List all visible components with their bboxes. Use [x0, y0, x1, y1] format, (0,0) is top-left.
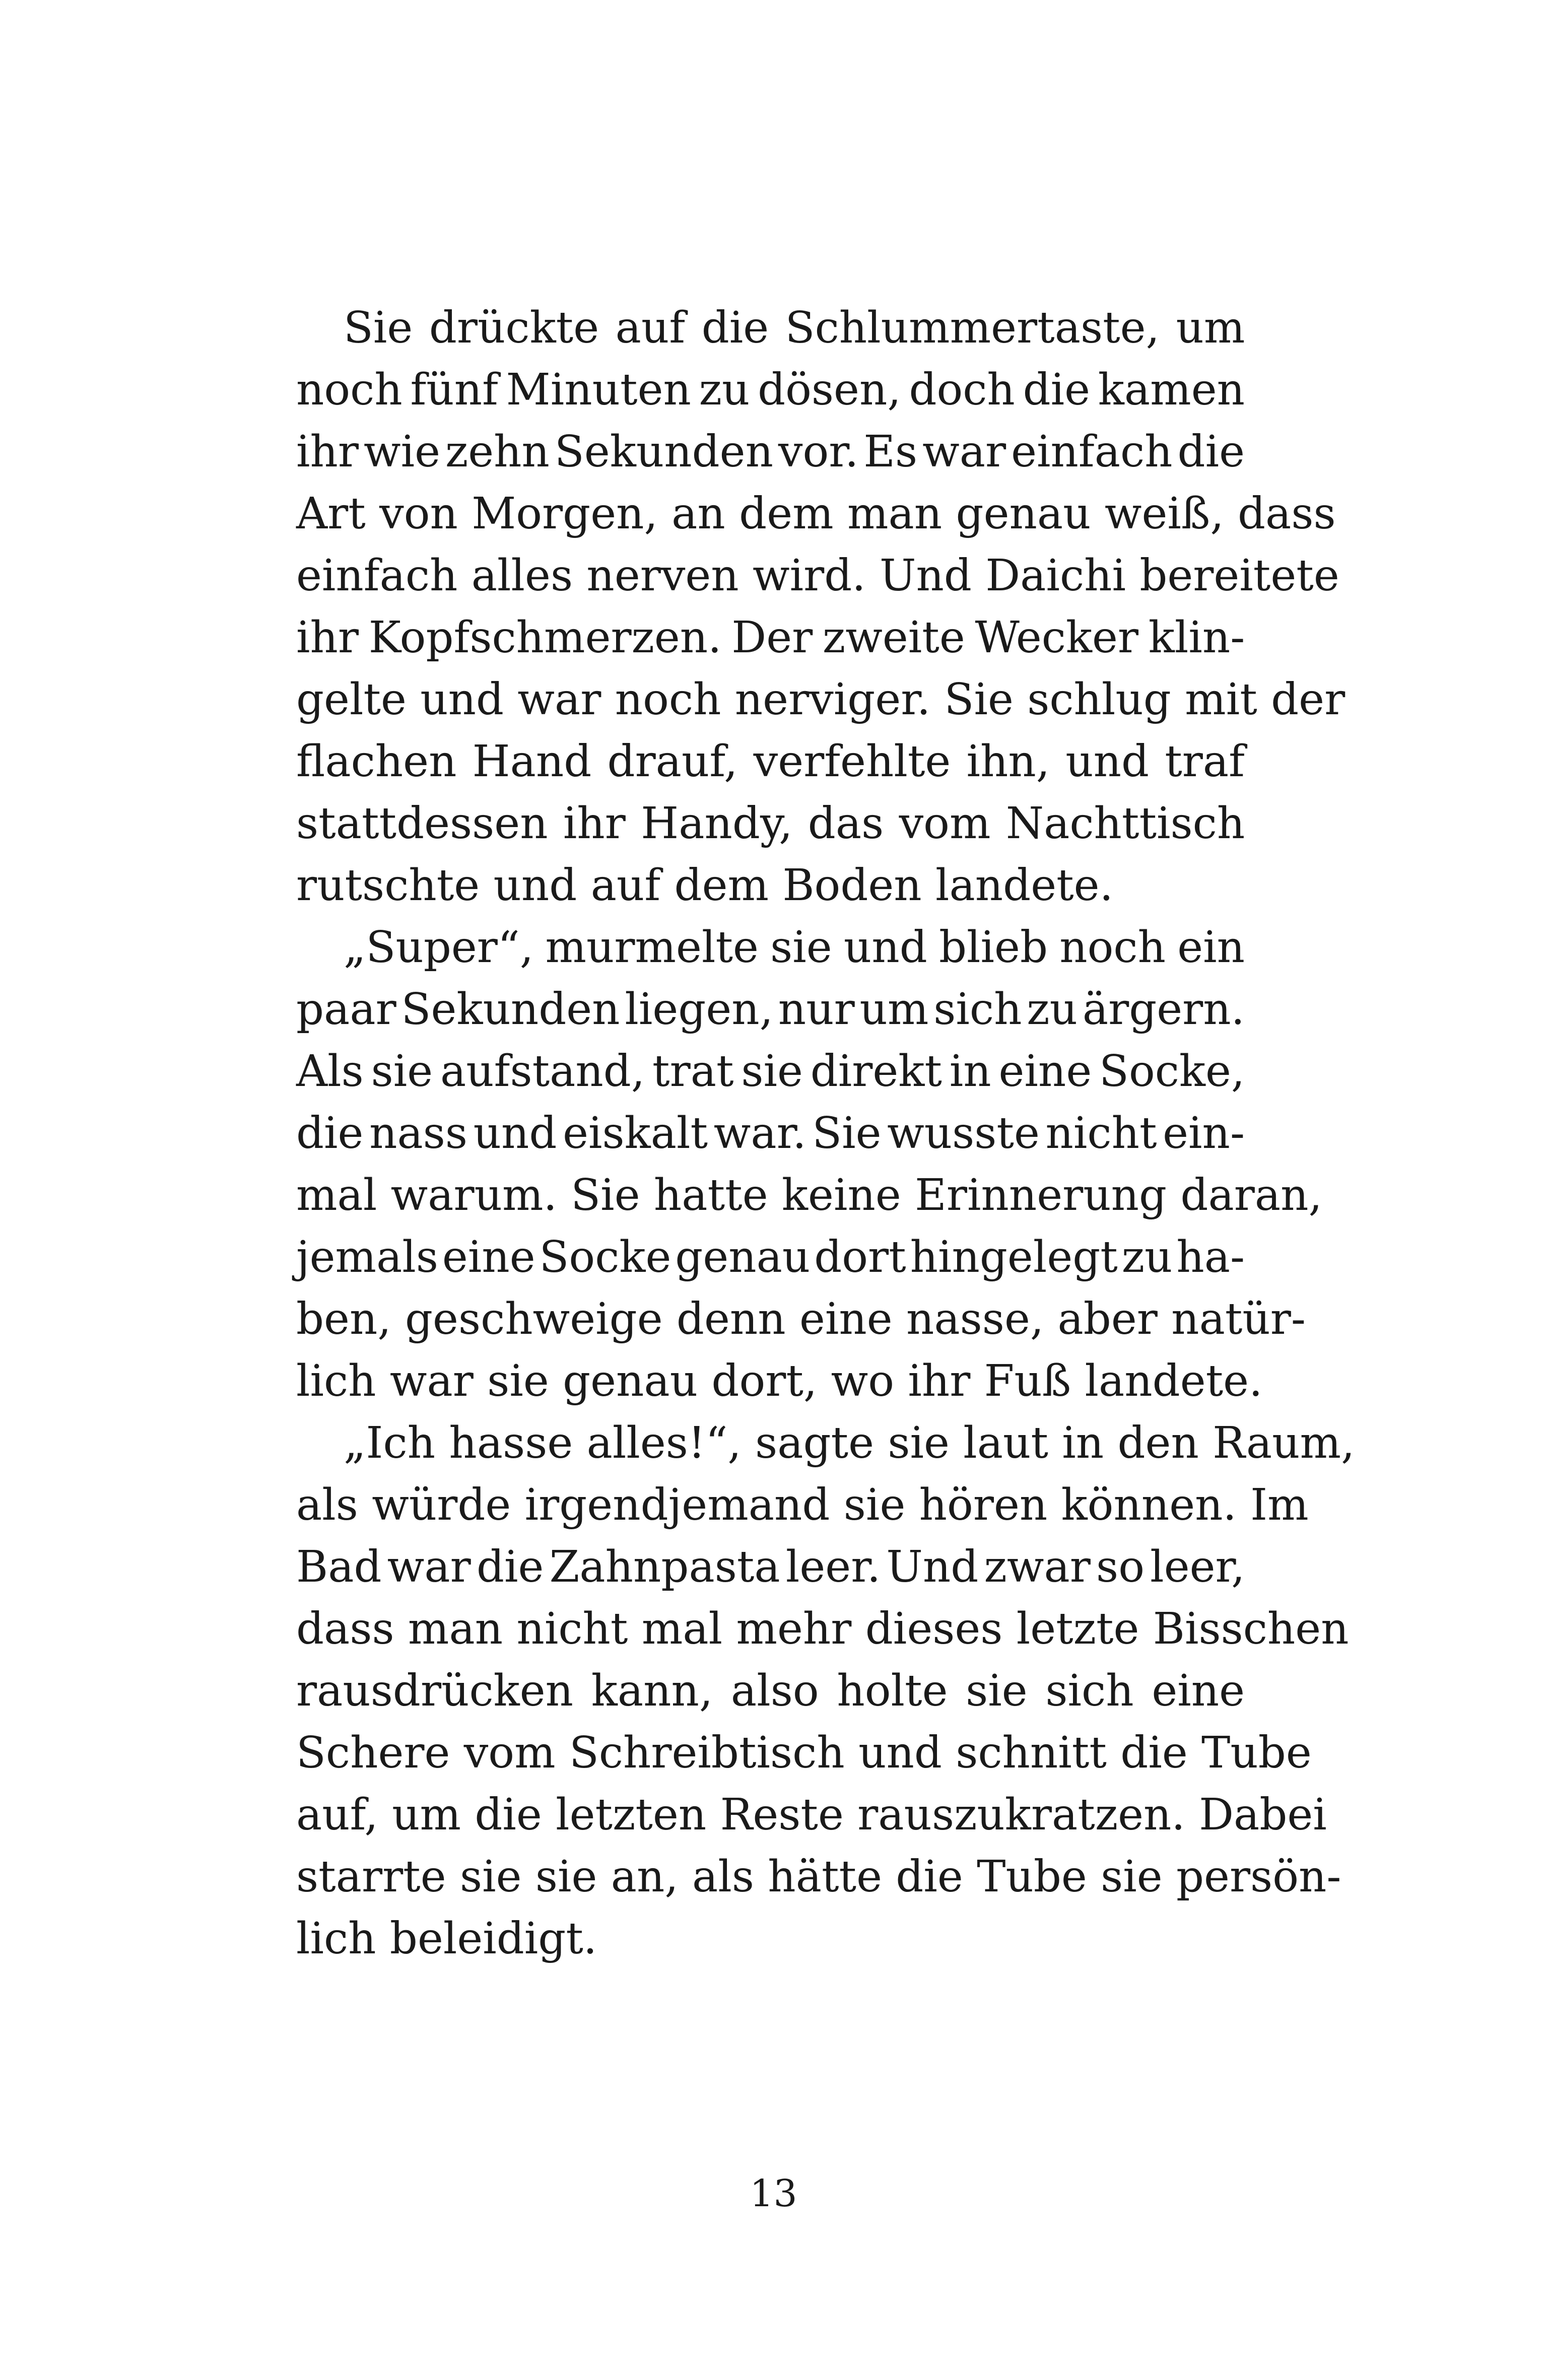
text-line: Schere vom Schreibtisch und schnitt die Tube — [296, 1728, 1312, 1778]
text-line: dass man nicht mal mehr dieses letzte Bisschen — [296, 1604, 1349, 1654]
text-line: lich war sie genau dort, wo ihr Fuß landete. — [296, 1356, 1263, 1406]
text-line: jemals eine Socke genau dort hingelegt zu ha- — [296, 1232, 1245, 1282]
text-line: lich beleidigt. — [296, 1914, 597, 1964]
text-line: ihr Kopfschmerzen. Der zweite Wecker klin- — [296, 613, 1245, 663]
text-line: einfach alles nerven wird. Und Daichi bereitete — [296, 551, 1339, 601]
text-line: auf, um die letzten Reste rauszukratzen. Dabei — [296, 1790, 1327, 1840]
text-line: Bad war die Zahnpasta leer. Und zwar so leer, — [296, 1542, 1245, 1592]
text-line: „Ich hasse alles!“, sagte sie laut in den Raum, — [344, 1418, 1355, 1468]
text-line: rausdrücken kann, also holte sie sich eine — [296, 1666, 1245, 1716]
text-line: noch fünf Minuten zu dösen, doch die kamen — [296, 365, 1245, 415]
text-line: rutschte und auf dem Boden landete. — [296, 860, 1113, 911]
text-line: Sie drückte auf die Schlummertaste, um — [344, 303, 1245, 353]
text-line: stattdessen ihr Handy, das vom Nachttisch — [296, 798, 1245, 849]
text-line: ihr wie zehn Sekunden vor. Es war einfach die — [296, 427, 1245, 477]
text-line: „Super“, murmelte sie und blieb noch ein — [344, 922, 1245, 973]
paragraph-3 — [296, 1412, 1355, 1970]
text-line: flachen Hand drauf, verfehlte ihn, und traf — [296, 736, 1245, 787]
text-line: ben, geschweige denn eine nasse, aber natür- — [296, 1294, 1306, 1344]
paragraph-2 — [296, 917, 1322, 1412]
text-line: paar Sekunden liegen, nur um sich zu ärgern. — [296, 984, 1245, 1035]
text-line: Als sie aufstand, trat sie direkt in eine Socke, — [296, 1046, 1245, 1097]
text-line: als würde irgendjemand sie hören können. Im — [296, 1480, 1309, 1530]
paragraph-1 — [296, 297, 1346, 917]
text-line: die nass und eiskalt war. Sie wusste nicht ein- — [296, 1108, 1245, 1159]
text-line: mal warum. Sie hatte keine Erinnerung daran, — [296, 1170, 1322, 1220]
text-line: starrte sie sie an, als hätte die Tube sie persön- — [296, 1852, 1341, 1902]
text-line: gelte und war noch nerviger. Sie schlug mit der — [296, 674, 1346, 725]
body-text — [296, 297, 1355, 1970]
text-line: Art von Morgen, an dem man genau weiß, dass — [296, 489, 1336, 539]
page-number: 13 — [750, 2172, 797, 2215]
